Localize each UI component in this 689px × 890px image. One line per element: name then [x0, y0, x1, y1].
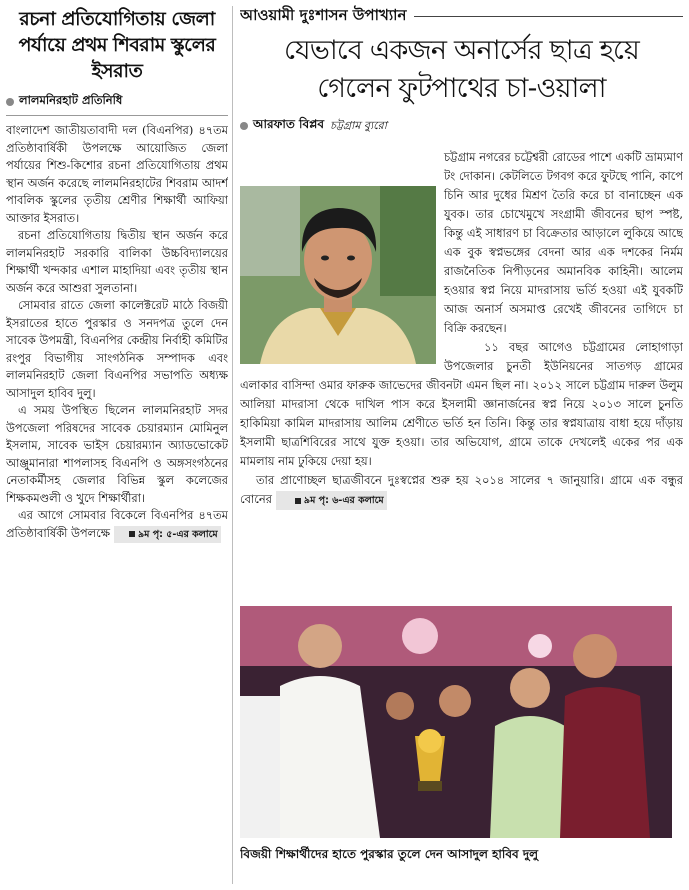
headline-line-1: যেভাবে একজন অনার্সের ছাত্র হয়ে: [284, 35, 639, 66]
article-paragraph: চট্টগ্রাম নগরের চট্টেশ্বরী রোডের পাশে একটি ভ্রাম্যমাণ টং দোকান। কেটলিতে টগবগ করে ফুটছে পানি, কাপে চিনি আর দুধের মিশ্রণ তৈরি করে চা বানাচ্ছেন এক যুবক। তার চোখেমুখে সংগ্রামী জীবনের ছাপ স্পষ্ট, কিন্তু এই সাধারণ চা বিক্রেতার আড়ালে লুকিয়ে আছে এক বুক স্বপ্নভঙ্গের বেদনা আর এক দশকের নির্মম রাজনৈতিক নিপীড়নের অমানবিক কাহিনী। আলেম হওয়ার স্বপ্ন নিয়ে মাদরাসায় ভর্তি হওয়া এই যুবকটি আজ অনার্স অসমাপ্ত রেখেই জীবনের তাগিদে চা বিক্রি করছেন।: [444, 150, 683, 335]
right-continued-tag[interactable]: [276, 491, 387, 510]
left-story-headline: রচনা প্রতিযোগিতায় জেলা পর্যায়ে প্রথম শিবরাম স্কুলের ইসরাত: [18, 8, 216, 82]
main-headline: [240, 32, 683, 108]
left-column: [6, 6, 228, 886]
square-icon: [129, 531, 135, 537]
portrait-illustration: [240, 186, 436, 364]
kicker-rule: [414, 16, 683, 17]
kicker-text: আওয়ামী দুঃশাসন উপাখ্যান: [240, 5, 407, 24]
right-story-byline: [240, 116, 683, 142]
column-divider: [232, 6, 233, 884]
bullet-icon: [6, 98, 14, 106]
left-paragraph: বাংলাদেশ জাতীয়তাবাদী দল (বিএনপির) ৪৭তম প্রতিষ্ঠাবার্ষিকী উপলক্ষে আয়োজিত জেলা পর্যায়ের শিশু-কিশোর রচনা প্রতিযোগিতায় প্রথম স্থান অর্জন করেছে লালমনিরহাটের শিবরাম আদর্শ পাবলিক স্কুলের তৃতীয় শ্রেণীর শিক্ষার্থী আফিয়া আক্তার ইসরাত।: [6, 123, 228, 225]
left-paragraph-text: এর আগে সোমবার বিকেলে বিএনপির ৪৭তম প্রতিষ্ঠাবার্ষিকী উপলক্ষে: [6, 508, 228, 540]
left-continued-tag[interactable]: [114, 526, 221, 544]
headline-line-2: গেলেন ফুটপাথের চা-ওয়ালা: [317, 73, 606, 104]
bureau-name: চট্টগ্রাম ব্যুরো: [330, 118, 387, 132]
square-icon: [295, 498, 301, 504]
article-paragraph-last: [240, 471, 683, 510]
left-paragraph: এ সময় উপস্থিত ছিলেন লালমনিরহাট সদর উপজেলা পরিষদের সাবেক চেয়ারম্যান মোমিনুল ইসলাম, সাবেক ভাইস চেয়ারম্যান অ্যাডভোকেট আঞ্জুমানারা শাপলাসহ বিএনপি ও অঙ্গসংগঠনের নেতাকর্মীসহ জেলার বিভিন্ন স্কুল কলেজের শিক্ষকমণ্ডলী ও খুদে শিক্ষার্থীরা।: [6, 403, 228, 505]
article-body: [240, 148, 683, 510]
article-paragraph: ১১ বছর আগেও চট্টগ্রামের লোহাগাড়া উপজেলার চুনতী ইউনিয়নের সাতগড় গ্রামের এলাকার বাসিন্দা ওমার ফারুক জাভেদের জীবনটা এমন ছিল না। ২০১২ সালে চট্টগ্রাম দারুল উলুম আলিয়া মাদরাসা থেকে দাখিল পাস করে ইসলামী জ্ঞানার্জনের স্বপ্ন নিয়ে ২০১৩ সালে চুনতি হাকিমিয়া কামিল মাদরাসায় আলিম শ্রেণীতে ভর্তি হন তিনি। কিন্তু তার স্বপ্নযাত্রায় বাধা হয়ে দাঁড়ায় ইসলামী ছাত্রশিবিরের সাথে যুক্ত হওয়া। তার অভিযোগ, গ্রামে তাকে দেখলেই একের পর এক মামলায় নাম ঢুকিয়ে দেয়া হয়।: [240, 340, 683, 468]
article-paragraph-text: তার প্রাণোচ্ছল ছাত্রজীবনে দুঃস্বপ্নের শুরু হয় ২০১৪ সালের ৭ জানুয়ারি। গ্রামে এক বন্ধুর বোনের: [240, 473, 683, 506]
left-story-byline: [6, 92, 228, 116]
kicker: [240, 4, 683, 28]
author-name: আরফাত বিপ্লব: [253, 117, 325, 131]
right-column: [240, 4, 683, 886]
photo-caption: বিজয়ী শিক্ষার্থীদের হাতে পুরস্কার তুলে দেন আসাদুল হাবিব দুলু: [240, 847, 539, 861]
portrait-photo: [240, 186, 436, 364]
left-paragraph: রচনা প্রতিযোগিতায় দ্বিতীয় স্থান অর্জন করে লালমনিরহাট সরকারি বালিকা উচ্চবিদ্যালয়ের শিক্ষার্থী খন্দকার এশাল মাহাদিয়া এবং তৃতীয় স্থান অর্জন করে আশুরা সুলতানা।: [6, 228, 228, 295]
award-ceremony-illustration: [240, 606, 672, 838]
bullet-icon: [240, 122, 248, 130]
left-paragraph: সোমবার রাতে জেলা কালেক্টরেট মাঠে বিজয়ী ইসরাতের হাতে পুরস্কার ও সনদপত্র তুলে দেন সাবেক উপমন্ত্রী, বিএনপির কেন্দ্রীয় নির্বাহী কমিটির রংপুর বিভাগীয় সাংগঠনিক সম্পাদক এবং লালমনিরহাট জেলা বিএনপির সভাপতি অধ্যক্ষ আসাদুল হাবিব দুলু।: [6, 298, 228, 400]
right-continued-text: ৯ম পৃ: ৬-এর কলামে: [303, 495, 384, 506]
left-continued-text: ৯ম পৃ: ৫-এর কলামে: [137, 528, 218, 540]
left-byline-text: লালমনিরহাট প্রতিনিধি: [19, 93, 123, 107]
left-paragraph-last: [6, 507, 228, 543]
award-photo: [240, 606, 672, 838]
